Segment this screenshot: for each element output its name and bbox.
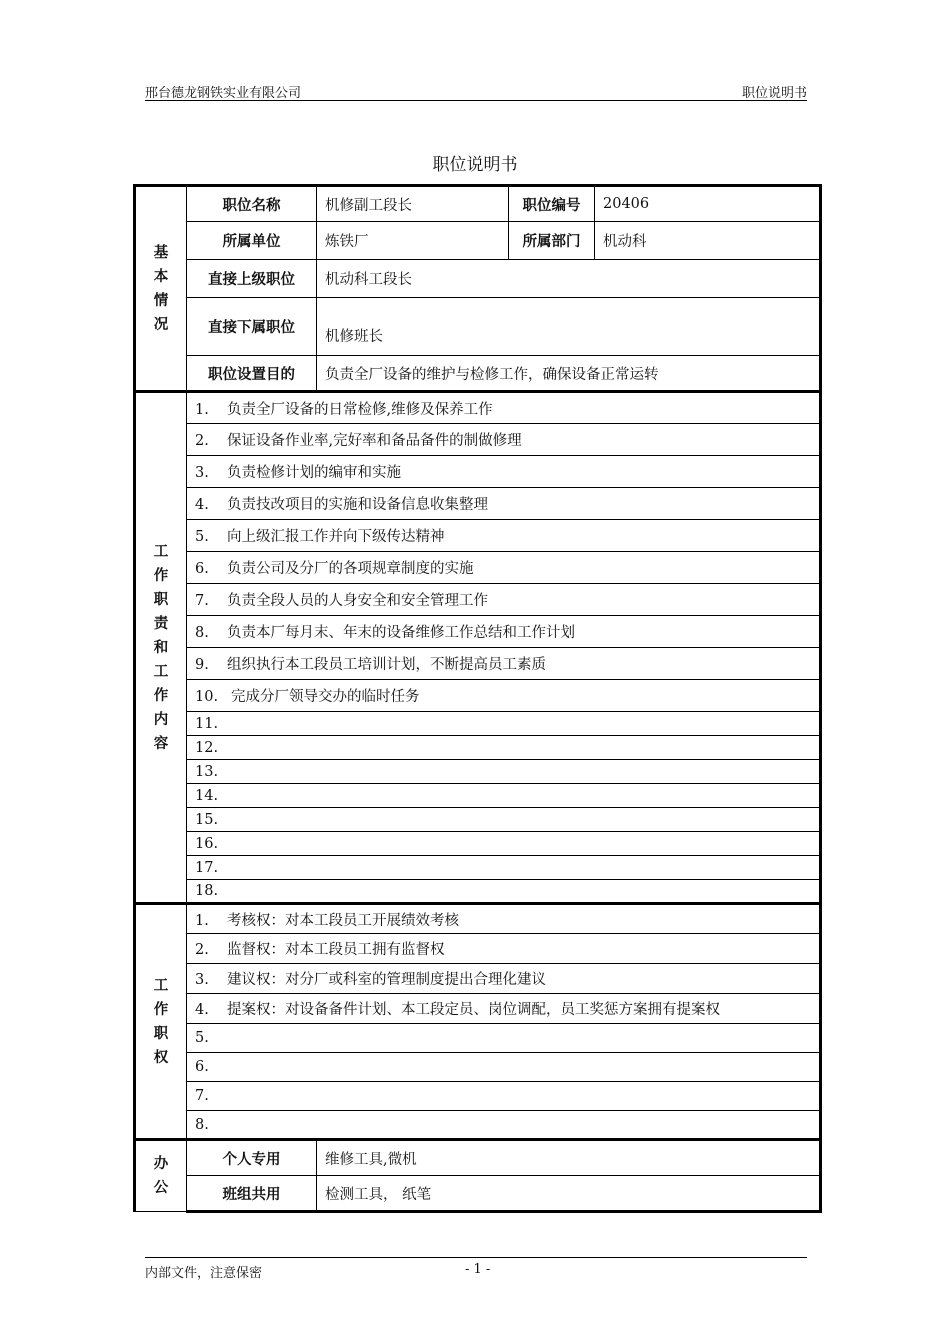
- section-authority: [135, 904, 187, 1140]
- item-number: 5.: [195, 529, 209, 545]
- item-text: 保证设备作业率,完好率和备品备件的制做修理: [227, 433, 522, 449]
- list-item: [187, 616, 821, 648]
- position-code-label: 职位编号: [509, 186, 595, 222]
- position-name-label: 职位名称: [187, 186, 317, 222]
- list-item: [187, 964, 821, 994]
- item-text: 负责全厂设备的日常检修,维修及保养工作: [227, 401, 493, 418]
- list-item-row: [135, 648, 821, 680]
- subordinate-value: 机修班长: [317, 298, 821, 356]
- section-office: [135, 1140, 187, 1212]
- list-item-row: [135, 1024, 821, 1053]
- list-item-row: [135, 1053, 821, 1082]
- list-item: [187, 934, 821, 964]
- section-label-char: 和: [153, 639, 169, 656]
- item-number: 7.: [195, 1088, 209, 1104]
- section-label-char: 作: [153, 687, 169, 704]
- item-text: 考核权：对本工段员工开展绩效考核: [227, 912, 459, 929]
- team-use-label: 班组共用: [187, 1176, 317, 1212]
- list-item: [187, 648, 821, 680]
- item-number: 1.: [195, 912, 209, 929]
- list-item-row: [135, 808, 821, 832]
- section-label-char: 况: [153, 316, 169, 333]
- list-item-row: [135, 934, 821, 964]
- dept-value: 机动科: [595, 222, 821, 260]
- item-number: 1.: [195, 401, 209, 418]
- list-item: [187, 1111, 821, 1140]
- position-name-value: 机修副工段长: [317, 186, 509, 222]
- unit-value: 炼铁厂: [317, 222, 509, 260]
- item-number: 15.: [195, 811, 219, 828]
- personal-use-label: 个人专用: [187, 1140, 317, 1176]
- item-number: 16.: [195, 835, 219, 852]
- list-item: [187, 488, 821, 520]
- dept-label: 所属部门: [509, 222, 595, 260]
- item-number: 13.: [195, 763, 219, 780]
- item-number: 11.: [195, 715, 219, 732]
- item-number: 6.: [195, 1059, 209, 1075]
- section-label-char: 内: [153, 711, 169, 728]
- list-item: [187, 880, 821, 904]
- list-item-row: [135, 456, 821, 488]
- list-item-row: [135, 760, 821, 784]
- item-text: 完成分厂领导交办的临时任务: [231, 689, 420, 705]
- item-text: 负责公司及分厂的各项规章制度的实施: [227, 561, 474, 577]
- row-unit: [135, 222, 821, 260]
- list-item-row: [135, 680, 821, 712]
- list-item-row: [135, 904, 821, 934]
- section-label-char: 办: [153, 1156, 169, 1172]
- list-item-row: [135, 392, 821, 424]
- list-item-row: [135, 856, 821, 880]
- item-text: 建议权：对分厂或科室的管理制度提出合理化建议: [227, 972, 546, 988]
- item-number: 17.: [195, 859, 219, 876]
- section-label-char: 职: [153, 1025, 169, 1042]
- item-text: 向上级汇报工作并向下级传达精神: [227, 529, 445, 545]
- row-office-team: [135, 1176, 821, 1212]
- purpose-value: 负责全厂设备的维护与检修工作，确保设备正常运转: [317, 356, 821, 392]
- section-label-char: 作: [153, 567, 169, 584]
- item-number: 3.: [195, 972, 209, 988]
- list-item-row: [135, 736, 821, 760]
- item-number: 5.: [195, 1030, 209, 1046]
- row-superior: [135, 260, 821, 298]
- list-item-row: [135, 994, 821, 1024]
- row-position-name: [135, 186, 821, 222]
- list-item: [187, 832, 821, 856]
- list-item: [187, 584, 821, 616]
- list-item-row: [135, 964, 821, 994]
- section-duties: [135, 392, 187, 904]
- item-number: 8.: [195, 625, 209, 641]
- list-item-row: [135, 1082, 821, 1111]
- document-title: 职位说明书: [432, 155, 518, 175]
- list-item: [187, 994, 821, 1024]
- item-number: 3.: [195, 465, 209, 481]
- confidential-note: 内部文件，注意保密: [145, 1266, 263, 1281]
- row-subordinate: [135, 298, 821, 356]
- list-item-row: [135, 1111, 821, 1140]
- item-number: 6.: [195, 561, 209, 577]
- header-doc-type: 职位说明书: [741, 86, 807, 101]
- item-text: 负责检修计划的编审和实施: [227, 465, 401, 481]
- list-item: [187, 424, 821, 456]
- list-item: [187, 712, 821, 736]
- list-item: [187, 1024, 821, 1053]
- list-item-row: [135, 832, 821, 856]
- item-text: 负责本厂每月末、年末的设备维修工作总结和工作计划: [227, 625, 575, 641]
- item-number: 14.: [195, 787, 219, 804]
- list-item: [187, 760, 821, 784]
- section-label-char: 本: [153, 268, 169, 285]
- unit-label: 所属单位: [187, 222, 317, 260]
- item-text: 提案权：对设备备件计划、本工段定员、岗位调配，员工奖惩方案拥有提案权: [227, 1002, 720, 1018]
- section-label-char: 公: [153, 1180, 169, 1196]
- item-number: 2.: [195, 433, 209, 449]
- list-item: [187, 520, 821, 552]
- item-number: 12.: [195, 739, 219, 756]
- list-item-row: [135, 552, 821, 584]
- item-text: 负责技改项目的实施和设备信息收集整理: [227, 497, 488, 513]
- list-item: [187, 808, 821, 832]
- section-label-char: 工: [153, 543, 169, 560]
- row-purpose: [135, 356, 821, 392]
- list-item: [187, 856, 821, 880]
- section-label-char: 作: [153, 1001, 169, 1018]
- company-name: 邢台德龙钢铁实业有限公司: [145, 86, 302, 101]
- list-item: [187, 552, 821, 584]
- list-item: [187, 736, 821, 760]
- item-text: 负责全段人员的人身安全和安全管理工作: [227, 593, 488, 609]
- list-item-row: [135, 880, 821, 904]
- section-label-char: 容: [153, 735, 169, 752]
- personal-use-value: 维修工具,微机: [317, 1140, 821, 1176]
- list-item: [187, 904, 821, 934]
- superior-label: 直接上级职位: [187, 260, 317, 298]
- purpose-label: 职位设置目的: [187, 356, 317, 392]
- page-number: - 1 -: [465, 1262, 491, 1277]
- item-number: 9.: [195, 657, 209, 673]
- list-item: [187, 680, 821, 712]
- list-item: [187, 1053, 821, 1082]
- item-text: 组织执行本工段员工培训计划，不断提高员工素质: [227, 657, 546, 673]
- section-label-char: 职: [153, 591, 169, 608]
- section-label-char: 责: [153, 615, 169, 632]
- list-item-row: [135, 424, 821, 456]
- job-description-table: [133, 184, 822, 1213]
- list-item-row: [135, 784, 821, 808]
- section-label-char: 工: [153, 977, 169, 994]
- section-label-char: 工: [153, 663, 169, 680]
- team-use-value: 检测工具， 纸笔: [317, 1176, 821, 1212]
- section-label-char: 情: [153, 292, 169, 309]
- item-number: 10.: [195, 689, 219, 705]
- row-office-personal: [135, 1140, 821, 1176]
- item-number: 18.: [195, 883, 219, 899]
- list-item: [187, 456, 821, 488]
- item-number: 7.: [195, 593, 209, 609]
- page-footer: [145, 1257, 807, 1280]
- item-number: 4.: [195, 497, 209, 513]
- section-label-char: 基: [153, 244, 169, 261]
- list-item-row: [135, 584, 821, 616]
- item-number: 2.: [195, 942, 209, 958]
- list-item-row: [135, 712, 821, 736]
- section-label-char: 权: [153, 1049, 169, 1066]
- item-text: 监督权：对本工段员工拥有监督权: [227, 942, 445, 958]
- section-basic-info: [135, 186, 187, 392]
- position-code-value: 20406: [595, 186, 821, 222]
- list-item-row: [135, 520, 821, 552]
- list-item-row: [135, 616, 821, 648]
- list-item: [187, 1082, 821, 1111]
- page-header: [145, 80, 807, 101]
- subordinate-label: 直接下属职位: [187, 298, 317, 356]
- superior-value: 机动科工段长: [317, 260, 821, 298]
- item-number: 4.: [195, 1002, 209, 1018]
- item-number: 8.: [195, 1116, 209, 1133]
- list-item: [187, 392, 821, 424]
- list-item-row: [135, 488, 821, 520]
- list-item: [187, 784, 821, 808]
